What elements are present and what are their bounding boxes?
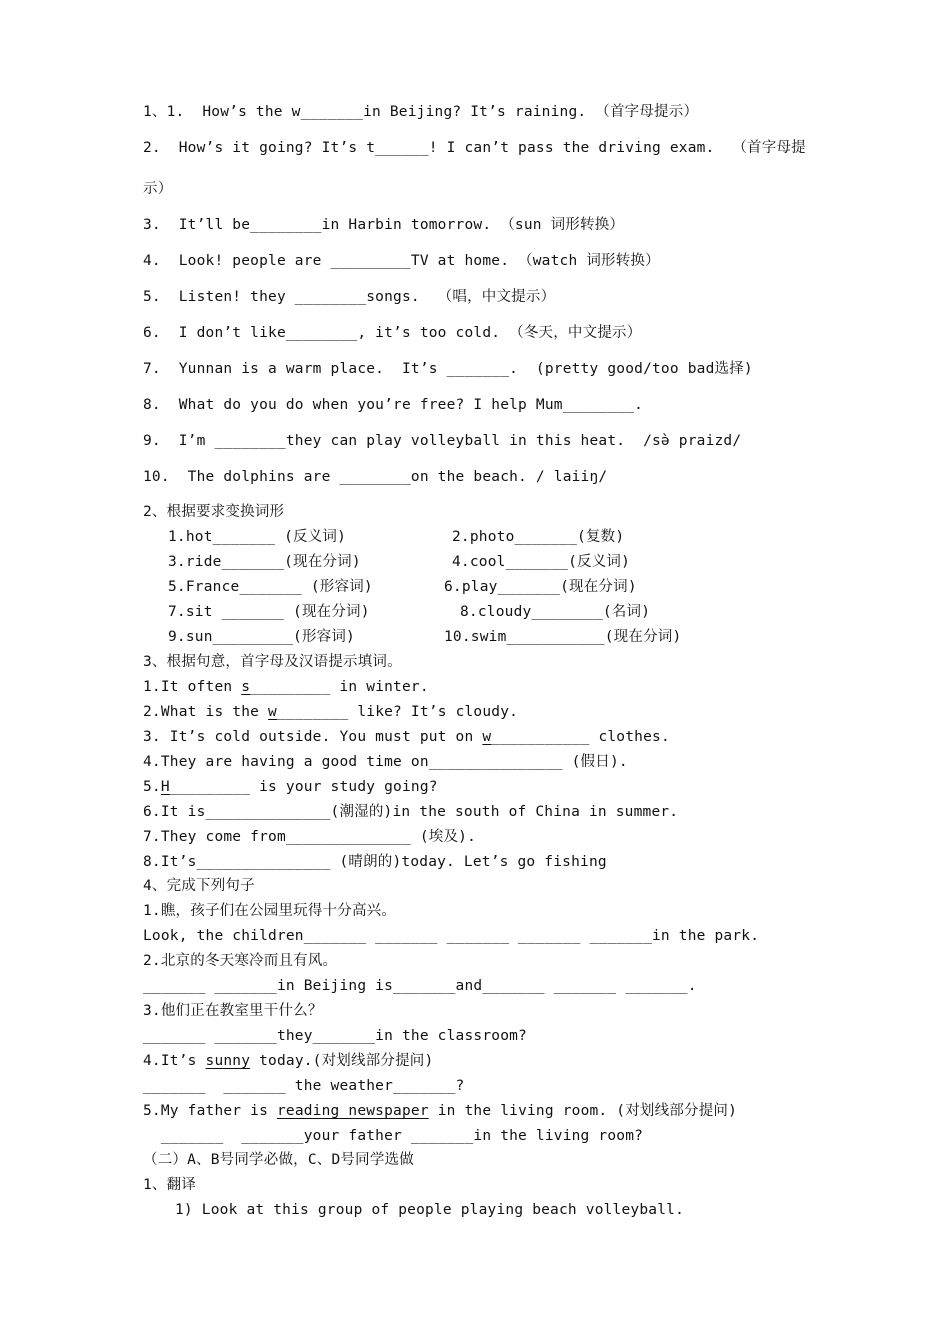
text: 3. It’s cold outside. You must put on <box>143 729 483 745</box>
text: _______ _______your father _______in the living room? <box>143 1128 644 1144</box>
s4-line <box>143 904 396 919</box>
s2-left-item: 1.hot_______ (反义词) <box>168 529 347 545</box>
text: _________ in winter. <box>250 679 429 695</box>
underlined-hint: w <box>482 729 492 745</box>
underlined-phrase: reading newspaper <box>276 1103 429 1119</box>
s1-line: 7. Yunnan is a warm place. It’s _______. (pretty good/too bad选择) <box>143 361 753 377</box>
text: 3.他们正在教室里干什么？ <box>143 1003 323 1019</box>
s2-right-item: 10.swim___________(现在分词) <box>444 629 682 645</box>
s2-left-item: 7.sit _______ (现在分词) <box>168 604 370 620</box>
s3-line <box>143 680 429 695</box>
s1-line: 示） <box>143 181 173 197</box>
text: 2.What is the <box>143 704 269 720</box>
s2-left-item: 5.France_______ (形容词) <box>168 579 373 595</box>
s1-line: 3. It’ll be________in Harbin tomorrow. （sun 词形转换） <box>143 217 625 233</box>
s2-heading: 2、根据要求变换词形 <box>143 504 285 520</box>
s3-line <box>143 755 628 770</box>
text: 4.It’s <box>143 1053 206 1069</box>
s3-heading: 3、根据句意，首字母及汉语提示填词。 <box>143 654 402 670</box>
s1-line: 5. Listen! they ________songs. （唱，中文提示） <box>143 289 556 305</box>
s3-line <box>143 705 518 720</box>
s1-line: 2. How’s it going? It’s t______! I can’t pass the driving exam. （首字母提 <box>143 140 806 156</box>
s1-line: 8. What do you do when you’re free? I help Mum________. <box>143 397 644 413</box>
text: 7.They come from______________ (埃及). <box>143 829 477 845</box>
text: today.(对划线部分提问) <box>250 1053 434 1069</box>
part2-item: 1) Look at this group of people playing beach volleyball. <box>175 1202 684 1218</box>
text: _______ _______they_______in the classroom? <box>143 1028 527 1044</box>
s3-line <box>143 830 476 845</box>
underlined-hint: w <box>268 704 277 720</box>
s3-line <box>143 805 678 820</box>
s2-right-item: 2.photo_______(复数) <box>452 529 625 545</box>
s2-right-item: 8.cloudy________(名词) <box>460 604 651 620</box>
s2-right-item: 6.play_______(现在分词) <box>444 579 637 595</box>
s4-line <box>143 1079 464 1094</box>
text: 2.北京的冬天寒冷而且有风。 <box>143 953 338 969</box>
s4-line <box>143 954 337 969</box>
s1-line: 4. Look! people are _________TV at home. （watch 词形转换） <box>143 253 660 269</box>
text: 4.They are having a good time on_______________ (假日). <box>143 754 628 770</box>
text: _______ _______ the weather_______? <box>143 1078 465 1094</box>
s4-line <box>143 1029 527 1044</box>
text: 5.My father is <box>143 1103 277 1119</box>
text: 8.It’s_______________ (晴朗的)today. Let’s go fishing <box>143 854 607 870</box>
s1-line: 10. The dolphins are ________on the beach. / laiiŋ/ <box>143 469 608 485</box>
underlined-phrase: sunny <box>205 1053 251 1069</box>
part2-subheading: 1、翻译 <box>143 1177 197 1193</box>
s4-heading: 4、完成下列句子 <box>143 878 255 894</box>
s4-line <box>143 1129 643 1144</box>
text: Look, the children_______ _______ _______ _______ _______in the park. <box>143 928 760 944</box>
s3-line <box>143 780 438 795</box>
s2-right-item: 4.cool_______(反义词) <box>452 554 631 570</box>
text: 1.It often <box>143 679 242 695</box>
text: 1.瞧，孩子们在公园里玩得十分高兴。 <box>143 903 397 919</box>
text: in the living room. (对划线部分提问) <box>428 1103 738 1119</box>
part2-heading: （二）A、B号同学必做，C、D号同学选做 <box>143 1152 414 1168</box>
text: ___________ clothes. <box>491 729 670 745</box>
text: 5. <box>143 779 161 795</box>
text: ________ like? It’s cloudy. <box>276 704 519 720</box>
underlined-hint: s <box>241 679 251 695</box>
s4-line <box>143 929 759 944</box>
s3-line <box>143 855 607 870</box>
s4-line <box>143 979 697 994</box>
s1-line: 9. I’m ________they can play volleyball in this heat. /sə̀ praizd/ <box>143 433 742 449</box>
s1-line: 1、1. How’s the w_______in Beijing? It’s raining. （首字母提示） <box>143 104 699 120</box>
s4-line <box>143 1004 323 1019</box>
text: 6.It is______________(潮湿的)in the south of China in summer. <box>143 804 679 820</box>
s1-line: 6. I don’t like________, it’s too cold. （冬天，中文提示） <box>143 325 642 341</box>
text: _________ is your study going? <box>169 779 438 795</box>
s2-left-item: 9.sun_________(形容词) <box>168 629 355 645</box>
s2-left-item: 3.ride_______(现在分词) <box>168 554 361 570</box>
underlined-hint: H <box>160 779 170 795</box>
text: _______ _______in Beijing is_______and_______ _______ _______. <box>143 978 697 994</box>
s4-line <box>143 1104 737 1119</box>
s4-line <box>143 1054 433 1069</box>
s3-line <box>143 730 670 745</box>
